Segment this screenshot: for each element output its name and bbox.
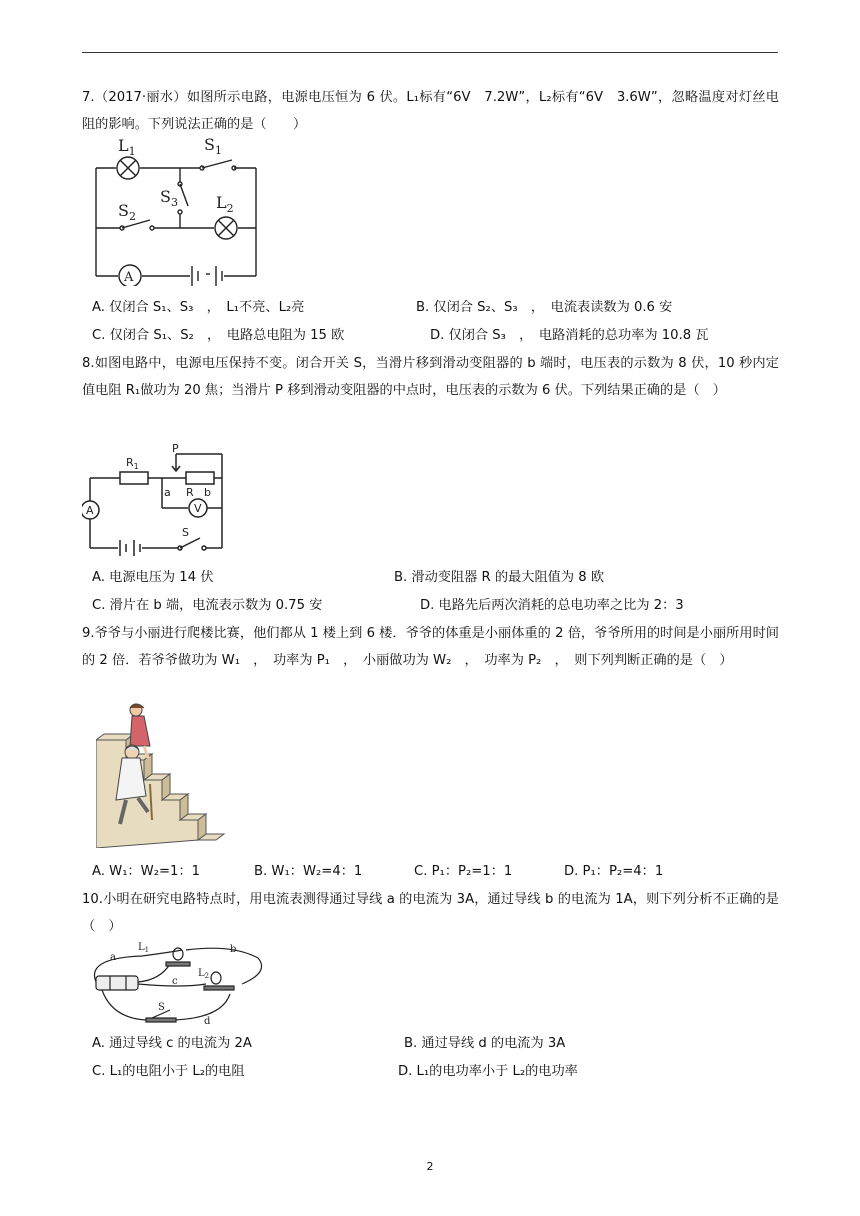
question-10-option-b: B. 通过导线 d 的电流为 3A	[404, 1036, 566, 1051]
question-9-stem: 9.爷爷与小丽进行爬楼比赛，他们都从 1 楼上到 6 楼．爷爷的体重是小丽体重的 2 倍，爷爷所用的时间是小丽所用时间的 2 倍．若爷爷做功为 W₁ ， 功率为 P₁ ， 小丽做功为 W₂ ， 功率为 P₂ ， 则下列判断正确的是（ ）	[82, 626, 779, 668]
question-8-option-b: B. 滑动变阻器 R 的最大阻值为 8 欧	[394, 570, 605, 585]
question-7-stem: 7.（2017·丽水）如图所示电路，电源电压恒为 6 伏。L₁标有“6V 7.2W”，L₂标有“6V 3.6W”，忽略温度对灯丝电阻的影响。下列说法正确的是（ ）	[82, 90, 779, 132]
label-r1: $R_1$	[126, 456, 139, 471]
question-9-option-a: A. W₁：W₂=1：1	[92, 864, 201, 879]
question-9-option-c: C. P₁：P₂=1：1	[414, 864, 513, 879]
label-voltmeter: V	[194, 502, 202, 515]
question-8-stem: 8.如图电路中，电源电压保持不变。闭合开关 S，当滑片移到滑动变阻器的 b 端时，电压表的示数为 8 伏，10 秒内定值电阻 R₁做功为 20 焦；当滑片 P 移到滑动变阻器的中点时，电压表的示数为 6 伏。下列结果正确的是（ ）	[82, 356, 779, 398]
question-10-stem: 10.小明在研究电路特点时，用电流表测得通过导线 a 的电流为 3A，通过导线 b 的电流为 1A，则下列分析不正确的是（ ）	[82, 892, 779, 934]
label-l2: $L_2$	[216, 193, 234, 215]
label-s2: $S_2$	[118, 201, 136, 223]
question-7-option-d: D. 仅闭合 S₃ ， 电路消耗的总功率为 10.8 瓦	[430, 328, 709, 343]
label-wire-a: a	[110, 952, 116, 963]
label-l1: $L_1$	[138, 942, 150, 954]
label-switch-s: S	[158, 1002, 165, 1013]
label-a: a	[164, 486, 171, 499]
question-10-option-d: D. L₁的电功率小于 L₂的电功率	[398, 1064, 578, 1079]
question-10-option-a: A. 通过导线 c 的电流为 2A	[92, 1036, 252, 1051]
label-wire-b: b	[230, 944, 237, 955]
label-b: b	[204, 486, 211, 499]
page-number: 2	[426, 1160, 434, 1173]
question-9-stairs-illustration	[96, 700, 232, 848]
question-9-option-d: D. P₁：P₂=4：1	[564, 864, 664, 879]
question-7-option-b: B. 仅闭合 S₂、S₃ ， 电流表读数为 0.6 安	[416, 300, 673, 315]
label-s1: $S_1$	[204, 136, 222, 157]
label-ammeter: A	[86, 504, 94, 517]
label-wire-c: c	[172, 976, 178, 987]
question-8-option-c: C. 滑片在 b 端，电流表示数为 0.75 安	[92, 598, 323, 613]
question-8-circuit-figure	[82, 444, 234, 558]
label-r: R	[186, 486, 194, 499]
question-8-option-d: D. 电路先后两次消耗的总电功率之比为 2：3	[420, 598, 684, 613]
question-7-option-c: C. 仅闭合 S₁、S₂ ， 电路总电阻为 15 欧	[92, 328, 345, 343]
label-l2: $L_2$	[198, 968, 210, 980]
question-9-option-b: B. W₁：W₂=4：1	[254, 864, 363, 879]
label-ammeter: A	[124, 270, 134, 285]
question-8-option-a: A. 电源电压为 14 伏	[92, 570, 214, 585]
question-10-wiring-figure	[82, 938, 272, 1028]
label-s3: $S_3$	[160, 187, 178, 209]
question-7-circuit-figure	[92, 136, 262, 286]
label-wire-d: d	[204, 1016, 211, 1027]
question-7-option-a: A. 仅闭合 S₁、S₃ ， L₁不亮、L₂亮	[92, 300, 305, 315]
label-s: S	[182, 526, 189, 539]
question-10-option-c: C. L₁的电阻小于 L₂的电阻	[92, 1064, 245, 1079]
label-l1: $L_1$	[118, 136, 136, 158]
label-p: P	[172, 444, 179, 455]
header-rule	[82, 52, 778, 53]
